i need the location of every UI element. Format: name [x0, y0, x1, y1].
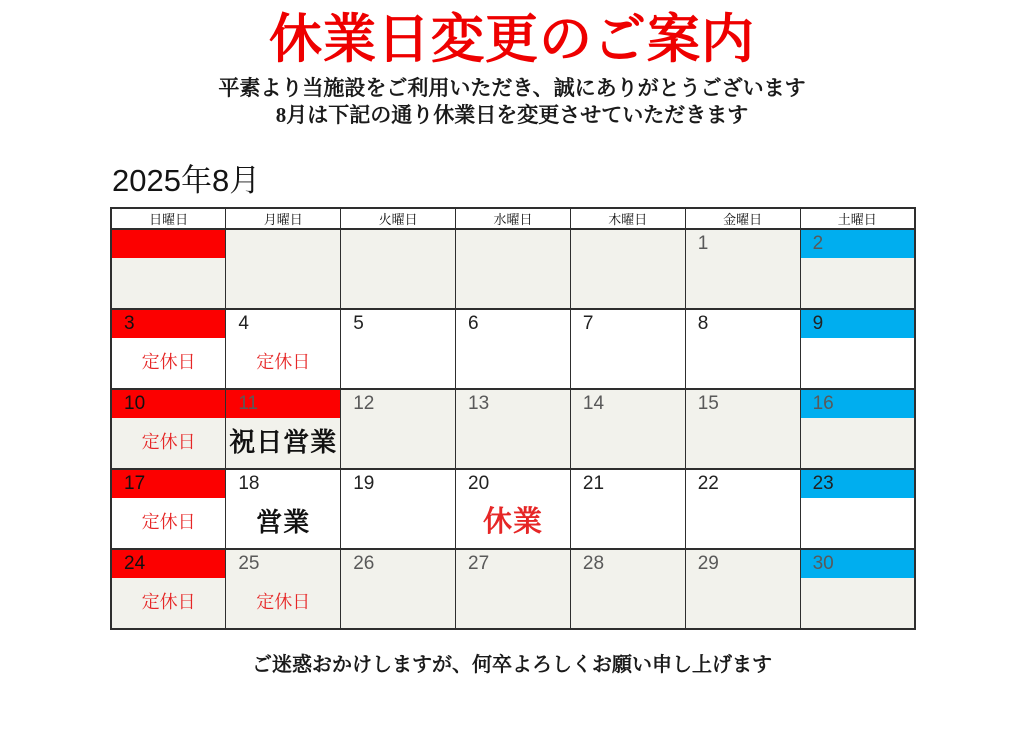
day-cell-30 — [800, 549, 915, 578]
date-number: 12 — [353, 392, 375, 414]
calendar-body — [111, 229, 915, 629]
note-cell-12 — [341, 418, 456, 469]
week-note-row — [111, 338, 915, 389]
day-cell-16 — [800, 389, 915, 418]
note-label: 定休日 — [141, 591, 196, 612]
day-cell-1 — [685, 229, 800, 258]
empty-note-cell — [111, 258, 226, 309]
day-cell-29 — [685, 549, 800, 578]
date-number: 28 — [582, 552, 605, 574]
note-cell-26 — [341, 578, 456, 629]
day-cell-18 — [226, 469, 341, 498]
date-number: 1 — [697, 232, 709, 254]
week-note-row — [111, 418, 915, 469]
subtitle-line-2: 8月は下記の通り休業日を変更させていただきます — [275, 102, 749, 127]
note-cell-2 — [800, 258, 915, 309]
day-cell-2 — [800, 229, 915, 258]
date-number: 4 — [238, 312, 249, 334]
note-cell-14 — [570, 418, 685, 469]
note-cell-3 — [111, 338, 226, 389]
note-label: 定休日 — [141, 351, 196, 372]
date-number: 7 — [582, 312, 594, 334]
day-cell-9 — [800, 309, 915, 338]
day-cell-22 — [685, 469, 800, 498]
date-number: 3 — [124, 312, 135, 334]
note-cell-24 — [111, 578, 226, 629]
day-cell-15 — [685, 389, 800, 418]
note-cell-1 — [685, 258, 800, 309]
calendar-table — [110, 207, 916, 630]
day-cell-14 — [570, 389, 685, 418]
date-number: 17 — [124, 472, 146, 494]
date-number: 27 — [468, 552, 490, 574]
note-cell-20 — [456, 498, 571, 549]
note-cell-23 — [800, 498, 915, 549]
note-cell-29 — [685, 578, 800, 629]
day-cell-25 — [226, 549, 341, 578]
date-number: 23 — [812, 472, 834, 494]
note-cell-21 — [570, 498, 685, 549]
day-cell-23 — [800, 469, 915, 498]
note-label: 定休日 — [141, 511, 196, 532]
note-label: 定休日 — [141, 431, 196, 452]
date-number: 21 — [582, 472, 605, 494]
week-date-row — [111, 549, 915, 578]
note-cell-4 — [226, 338, 341, 389]
note-label: 営業 — [256, 507, 311, 538]
empty-day-cell — [456, 229, 571, 258]
date-number: 10 — [124, 392, 146, 414]
note-cell-11 — [226, 418, 341, 469]
date-number: 18 — [238, 472, 260, 494]
weekday-header-weekday: 月曜日 — [226, 208, 341, 229]
week-date-row — [111, 229, 915, 258]
day-cell-24 — [111, 549, 226, 578]
note-cell-7 — [570, 338, 685, 389]
note-cell-28 — [570, 578, 685, 629]
date-number: 24 — [124, 552, 146, 574]
date-number: 26 — [353, 552, 375, 574]
date-number: 19 — [353, 472, 375, 494]
note-cell-8 — [685, 338, 800, 389]
date-number: 14 — [582, 392, 605, 414]
notice-subtitle — [0, 75, 1024, 129]
weekday-header-saturday: 土曜日 — [800, 208, 915, 229]
day-cell-4 — [226, 309, 341, 338]
day-cell-11 — [226, 389, 341, 418]
empty-day-cell — [226, 229, 341, 258]
week-note-row — [111, 578, 915, 629]
day-cell-20 — [456, 469, 571, 498]
weekday-header-weekday: 火曜日 — [341, 208, 456, 229]
week-date-row — [111, 389, 915, 418]
note-cell-22 — [685, 498, 800, 549]
notice-title: 休業日変更のご案内 — [269, 11, 755, 69]
day-cell-17 — [111, 469, 226, 498]
note-label: 定休日 — [256, 591, 311, 612]
note-cell-27 — [456, 578, 571, 629]
note-label: 定休日 — [256, 351, 311, 372]
week-note-row — [111, 258, 915, 309]
date-number: 29 — [697, 552, 719, 574]
date-number: 22 — [697, 472, 719, 494]
note-label: 休業 — [482, 506, 543, 539]
note-cell-15 — [685, 418, 800, 469]
day-cell-10 — [111, 389, 226, 418]
date-number: 5 — [353, 312, 364, 334]
day-cell-5 — [341, 309, 456, 338]
date-number: 30 — [812, 552, 834, 574]
note-label: 祝日営業 — [229, 427, 338, 458]
day-cell-12 — [341, 389, 456, 418]
note-cell-17 — [111, 498, 226, 549]
day-cell-8 — [685, 309, 800, 338]
note-cell-18 — [226, 498, 341, 549]
day-cell-3 — [111, 309, 226, 338]
date-number: 20 — [468, 472, 490, 494]
weekday-header-sunday: 日曜日 — [111, 208, 226, 229]
date-number: 11 — [238, 392, 259, 414]
note-cell-10 — [111, 418, 226, 469]
day-cell-6 — [456, 309, 571, 338]
week-note-row — [111, 498, 915, 549]
weekday-header-weekday: 木曜日 — [570, 208, 685, 229]
day-cell-26 — [341, 549, 456, 578]
empty-note-cell — [341, 258, 456, 309]
subtitle-line-1: 平素より当施設をご利用いただき、誠にありがとうございます — [218, 75, 806, 100]
day-cell-19 — [341, 469, 456, 498]
date-number: 8 — [697, 312, 709, 334]
notice-footer: ご迷惑おかけしますが、何卒よろしくお願い申し上げます — [252, 653, 772, 676]
note-cell-9 — [800, 338, 915, 389]
date-number: 16 — [812, 392, 834, 414]
date-number: 6 — [468, 312, 479, 334]
date-number: 13 — [468, 392, 490, 414]
note-cell-30 — [800, 578, 915, 629]
day-cell-28 — [570, 549, 685, 578]
note-cell-5 — [341, 338, 456, 389]
day-cell-27 — [456, 549, 571, 578]
note-cell-25 — [226, 578, 341, 629]
note-cell-6 — [456, 338, 571, 389]
empty-note-cell — [456, 258, 571, 309]
weekday-header-weekday: 金曜日 — [685, 208, 800, 229]
note-cell-19 — [341, 498, 456, 549]
empty-note-cell — [226, 258, 341, 309]
day-cell-7 — [570, 309, 685, 338]
note-cell-16 — [800, 418, 915, 469]
date-number: 2 — [812, 232, 824, 254]
empty-note-cell — [570, 258, 685, 309]
date-number: 9 — [812, 312, 824, 334]
empty-day-cell — [341, 229, 456, 258]
day-cell-21 — [570, 469, 685, 498]
week-date-row — [111, 309, 915, 338]
day-cell-13 — [456, 389, 571, 418]
week-date-row — [111, 469, 915, 498]
date-number: 15 — [697, 392, 719, 414]
month-label: 2025年8月 — [112, 162, 261, 198]
note-cell-13 — [456, 418, 571, 469]
weekday-header-row — [111, 208, 915, 229]
date-number: 25 — [238, 552, 260, 574]
empty-day-cell — [111, 229, 226, 258]
weekday-header-weekday: 水曜日 — [456, 208, 571, 229]
empty-day-cell — [570, 229, 685, 258]
